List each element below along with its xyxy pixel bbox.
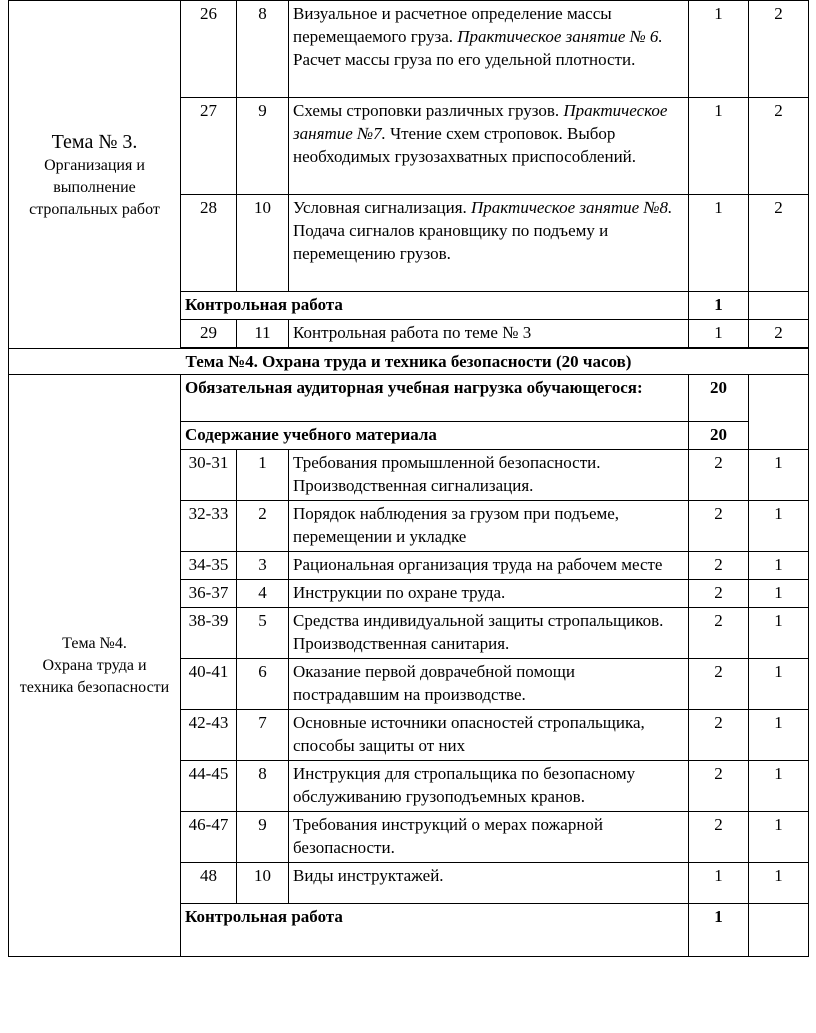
mandatory-label: Обязательная аудиторная учебная нагрузка обучающегося: <box>181 375 689 422</box>
row-idx: 7 <box>237 710 289 761</box>
theme4-title: Тема №4. <box>62 634 127 652</box>
table-row <box>9 1 809 98</box>
mandatory-row <box>9 375 809 422</box>
row-level: 1 <box>749 863 809 904</box>
row-text <box>289 195 689 292</box>
section4-header: Тема №4. Охрана труда и техника безопасности (20 часов) <box>9 349 809 375</box>
content-label: Содержание учебного материала <box>181 422 689 450</box>
row-hours: 2 <box>689 450 749 501</box>
row-text-extra: Расчет массы груза по его удельной плотности. <box>293 50 636 69</box>
control-label: Контрольная работа <box>181 904 689 957</box>
row-idx: 11 <box>237 320 289 348</box>
row-level: 2 <box>749 195 809 292</box>
theme3-title-cell <box>9 1 181 349</box>
row-num: 38-39 <box>181 608 237 659</box>
row-idx: 9 <box>237 98 289 195</box>
row-num: 44-45 <box>181 761 237 812</box>
practical-label: Практическое занятие № 6. <box>457 27 663 46</box>
row-num: 30-31 <box>181 450 237 501</box>
row-num: 27 <box>181 98 237 195</box>
row-text: Инструкция для стропальщика по безопасному обслуживанию грузоподъемных кранов. <box>289 761 689 812</box>
row-text: Рациональная организация труда на рабочем месте <box>289 552 689 580</box>
empty-cell <box>749 292 809 320</box>
row-num: 26 <box>181 1 237 98</box>
row-text: Требования промышленной безопасности. Производственная сигнализация. <box>289 450 689 501</box>
row-level: 2 <box>749 1 809 98</box>
row-hours: 2 <box>689 552 749 580</box>
row-hours: 1 <box>689 863 749 904</box>
row-num: 48 <box>181 863 237 904</box>
row-hours: 1 <box>689 1 749 98</box>
row-idx: 10 <box>237 195 289 292</box>
row-level: 1 <box>749 710 809 761</box>
row-idx: 4 <box>237 580 289 608</box>
row-text-extra: Подача сигналов крановщику по подъему и перемещению грузов. <box>293 221 609 263</box>
row-text: Основные источники опасностей стропальщика, способы защиты от них <box>289 710 689 761</box>
row-level: 1 <box>749 812 809 863</box>
row-num: 28 <box>181 195 237 292</box>
row-num: 32-33 <box>181 501 237 552</box>
row-text: Порядок наблюдения за грузом при подъеме, перемещении и укладке <box>289 501 689 552</box>
curriculum-table <box>8 0 809 957</box>
control-hours: 1 <box>689 904 749 957</box>
theme3-title: Тема № 3. <box>51 130 138 153</box>
row-idx: 10 <box>237 863 289 904</box>
row-level: 1 <box>749 450 809 501</box>
row-idx: 1 <box>237 450 289 501</box>
row-num: 40-41 <box>181 659 237 710</box>
row-hours: 2 <box>689 761 749 812</box>
empty-cell <box>749 904 809 957</box>
row-idx: 3 <box>237 552 289 580</box>
row-text-extra: Чтение схем строповок. Выбор необходимых грузозахватных приспособлений. <box>293 124 637 166</box>
row-text: Требования инструкций о мерах пожарной безопасности. <box>289 812 689 863</box>
row-level: 2 <box>749 320 809 348</box>
row-hours: 2 <box>689 501 749 552</box>
row-hours: 2 <box>689 710 749 761</box>
row-hours: 2 <box>689 608 749 659</box>
row-idx: 8 <box>237 1 289 98</box>
theme3-desc: Организация и выполнение стропальных работ <box>29 156 160 218</box>
theme4-desc: Охрана труда и техника безопасности <box>19 656 170 696</box>
row-num: 42-43 <box>181 710 237 761</box>
row-text-main: Условная сигнализация. <box>293 198 472 217</box>
row-idx: 9 <box>237 812 289 863</box>
row-text-main: Визуальное и расчетное определение массы перемещаемого груза. <box>293 4 612 46</box>
control-hours: 1 <box>689 292 749 320</box>
row-level: 1 <box>749 580 809 608</box>
row-num: 29 <box>181 320 237 348</box>
row-text: Инструкции по охране труда. <box>289 580 689 608</box>
row-level: 1 <box>749 608 809 659</box>
row-level: 1 <box>749 659 809 710</box>
row-hours: 1 <box>689 320 749 348</box>
row-level: 2 <box>749 98 809 195</box>
row-level: 1 <box>749 501 809 552</box>
row-level: 1 <box>749 552 809 580</box>
row-text: Контрольная работа по теме № 3 <box>289 320 689 348</box>
row-text: Средства индивидуальной защиты стропальщиков. Производственная санитария. <box>289 608 689 659</box>
practical-label: Практическое занятие №7. <box>293 101 668 143</box>
content-hours: 20 <box>689 422 749 450</box>
row-text: Виды инструктажей. <box>289 863 689 904</box>
row-idx: 6 <box>237 659 289 710</box>
row-hours: 2 <box>689 659 749 710</box>
row-text <box>289 98 689 195</box>
empty-cell <box>749 375 809 450</box>
row-idx: 8 <box>237 761 289 812</box>
row-level: 1 <box>749 761 809 812</box>
row-idx: 2 <box>237 501 289 552</box>
row-num: 36-37 <box>181 580 237 608</box>
row-num: 34-35 <box>181 552 237 580</box>
mandatory-hours: 20 <box>689 375 749 422</box>
row-hours: 1 <box>689 98 749 195</box>
practical-label: Практическое занятие №8. <box>471 198 673 217</box>
section-header-row <box>9 349 809 375</box>
row-hours: 1 <box>689 195 749 292</box>
row-hours: 2 <box>689 812 749 863</box>
row-idx: 5 <box>237 608 289 659</box>
row-text-main: Схемы строповки различных грузов. <box>293 101 560 120</box>
control-label: Контрольная работа <box>181 292 689 320</box>
row-text <box>289 1 689 98</box>
row-num: 46-47 <box>181 812 237 863</box>
row-hours: 2 <box>689 580 749 608</box>
theme4-title-cell <box>9 375 181 957</box>
row-text: Оказание первой доврачебной помощи пострадавшим на производстве. <box>289 659 689 710</box>
